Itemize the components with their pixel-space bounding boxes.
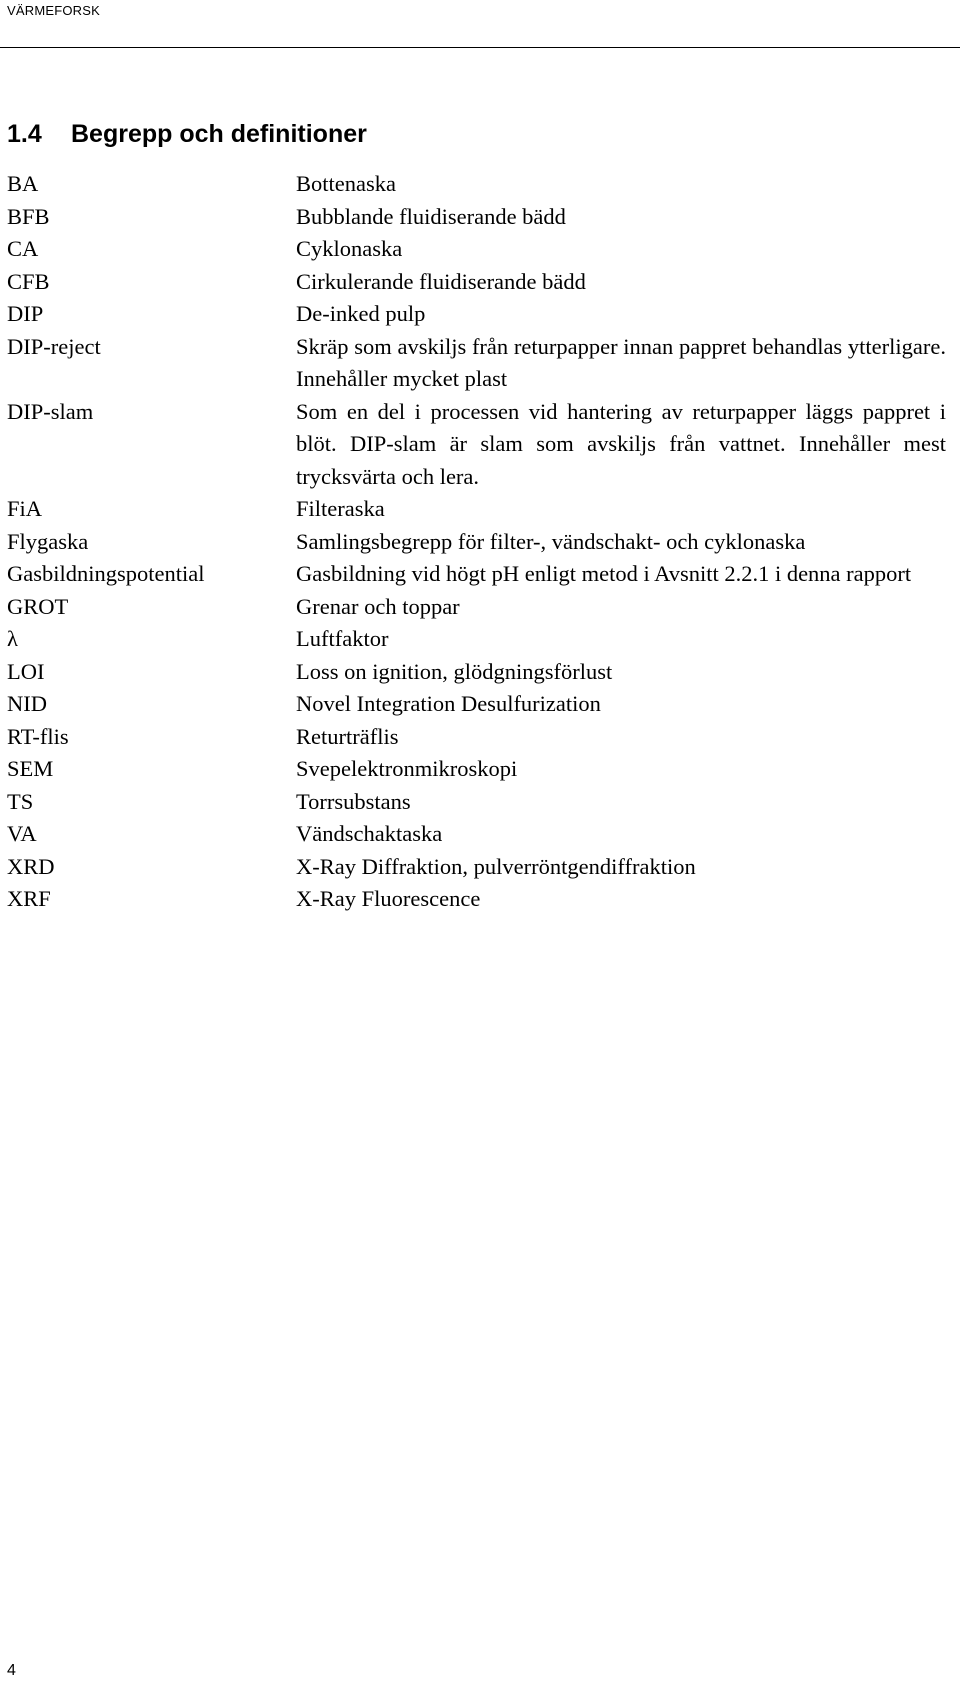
definition: Vändschaktaska	[296, 821, 443, 846]
definition: Skräp som avskiljs från returpapper innan pappret behandlas ytterligare. Innehåller mycket plast	[296, 333, 946, 391]
term: DIP	[7, 301, 44, 326]
term: DIP-reject	[7, 333, 101, 359]
term: LOI	[7, 658, 45, 684]
definition-row-fia	[7, 493, 957, 526]
definition: Novel Integration Desulfurization	[296, 691, 601, 716]
definition-row-loi	[7, 656, 957, 689]
term: NID	[7, 691, 47, 716]
definition-row-xrd	[7, 851, 957, 884]
definition-row-dip-reject	[7, 331, 957, 396]
term: BA	[7, 171, 39, 196]
definition-row-flygaska	[7, 526, 957, 559]
definition-row-dip-slam	[7, 396, 957, 494]
section-title: Begrepp och definitioner	[71, 120, 367, 148]
term: λ	[7, 626, 18, 651]
page-number: 4	[7, 1662, 16, 1679]
definition: Samlingsbegrepp för filter-, vändschakt- och cyklonaska	[296, 528, 806, 554]
term: TS	[7, 788, 34, 814]
definition-row-dip	[7, 298, 957, 331]
definition: Som en del i processen vid hantering av returpapper läggs pappret i blöt. DIP-slam är slam som avskiljs från vattnet. Innehåller mest trycksvärta och lera.	[296, 398, 946, 489]
term: CA	[7, 236, 39, 261]
definition-row-ba	[7, 168, 957, 201]
definition: X-Ray Diffraktion, pulverröntgendiffraktion	[296, 853, 696, 879]
definition: Torrsubstans	[296, 788, 411, 814]
definition: Gasbildning vid högt pH enligt metod i Avsnitt 2.2.1 i denna rapport	[296, 561, 912, 586]
term: FiA	[7, 496, 43, 521]
term: SEM	[7, 756, 54, 781]
term: BFB	[7, 203, 50, 229]
term: RT-flis	[7, 723, 69, 749]
definition: Filteraska	[296, 496, 385, 521]
running-header: VÄRMEFORSK	[7, 3, 101, 18]
definition-row-gasbildningspotential	[7, 558, 957, 591]
definition-row-ca	[7, 233, 957, 266]
definition: Cyklonaska	[296, 236, 403, 261]
term: XRD	[7, 853, 55, 879]
definition: Bubblande fluidiserande bädd	[296, 203, 566, 229]
term: GROT	[7, 593, 69, 619]
term: Gasbildningspotential	[7, 561, 205, 586]
definition-row-rt-flis	[7, 721, 957, 754]
definition-row-sem	[7, 753, 957, 786]
definition: X-Ray Fluorescence	[296, 886, 481, 911]
definition: Luftfaktor	[296, 626, 389, 651]
definition: Returträflis	[296, 723, 399, 749]
definition: Cirkulerande fluidiserande bädd	[296, 268, 586, 294]
section-heading	[7, 119, 367, 149]
definition: De-inked pulp	[296, 301, 426, 326]
definitions-list	[7, 168, 957, 916]
term: CFB	[7, 268, 50, 294]
header-divider	[0, 47, 960, 48]
definition: Bottenaska	[296, 171, 396, 196]
definition: Svepelektronmikroskopi	[296, 756, 518, 781]
definition: Loss on ignition, glödgningsförlust	[296, 658, 613, 684]
term: Flygaska	[7, 528, 89, 554]
term: DIP-slam	[7, 398, 94, 424]
term: VA	[7, 821, 37, 846]
definition-row-lambda	[7, 623, 957, 656]
definition-row-xrf	[7, 883, 957, 916]
term: XRF	[7, 886, 51, 911]
definition-row-ts	[7, 786, 957, 819]
section-number: 1.4	[7, 120, 42, 148]
definition-row-grot	[7, 591, 957, 624]
definition: Grenar och toppar	[296, 593, 460, 619]
definition-row-nid	[7, 688, 957, 721]
definition-row-bfb	[7, 201, 957, 234]
definition-row-va	[7, 818, 957, 851]
definition-row-cfb	[7, 266, 957, 299]
